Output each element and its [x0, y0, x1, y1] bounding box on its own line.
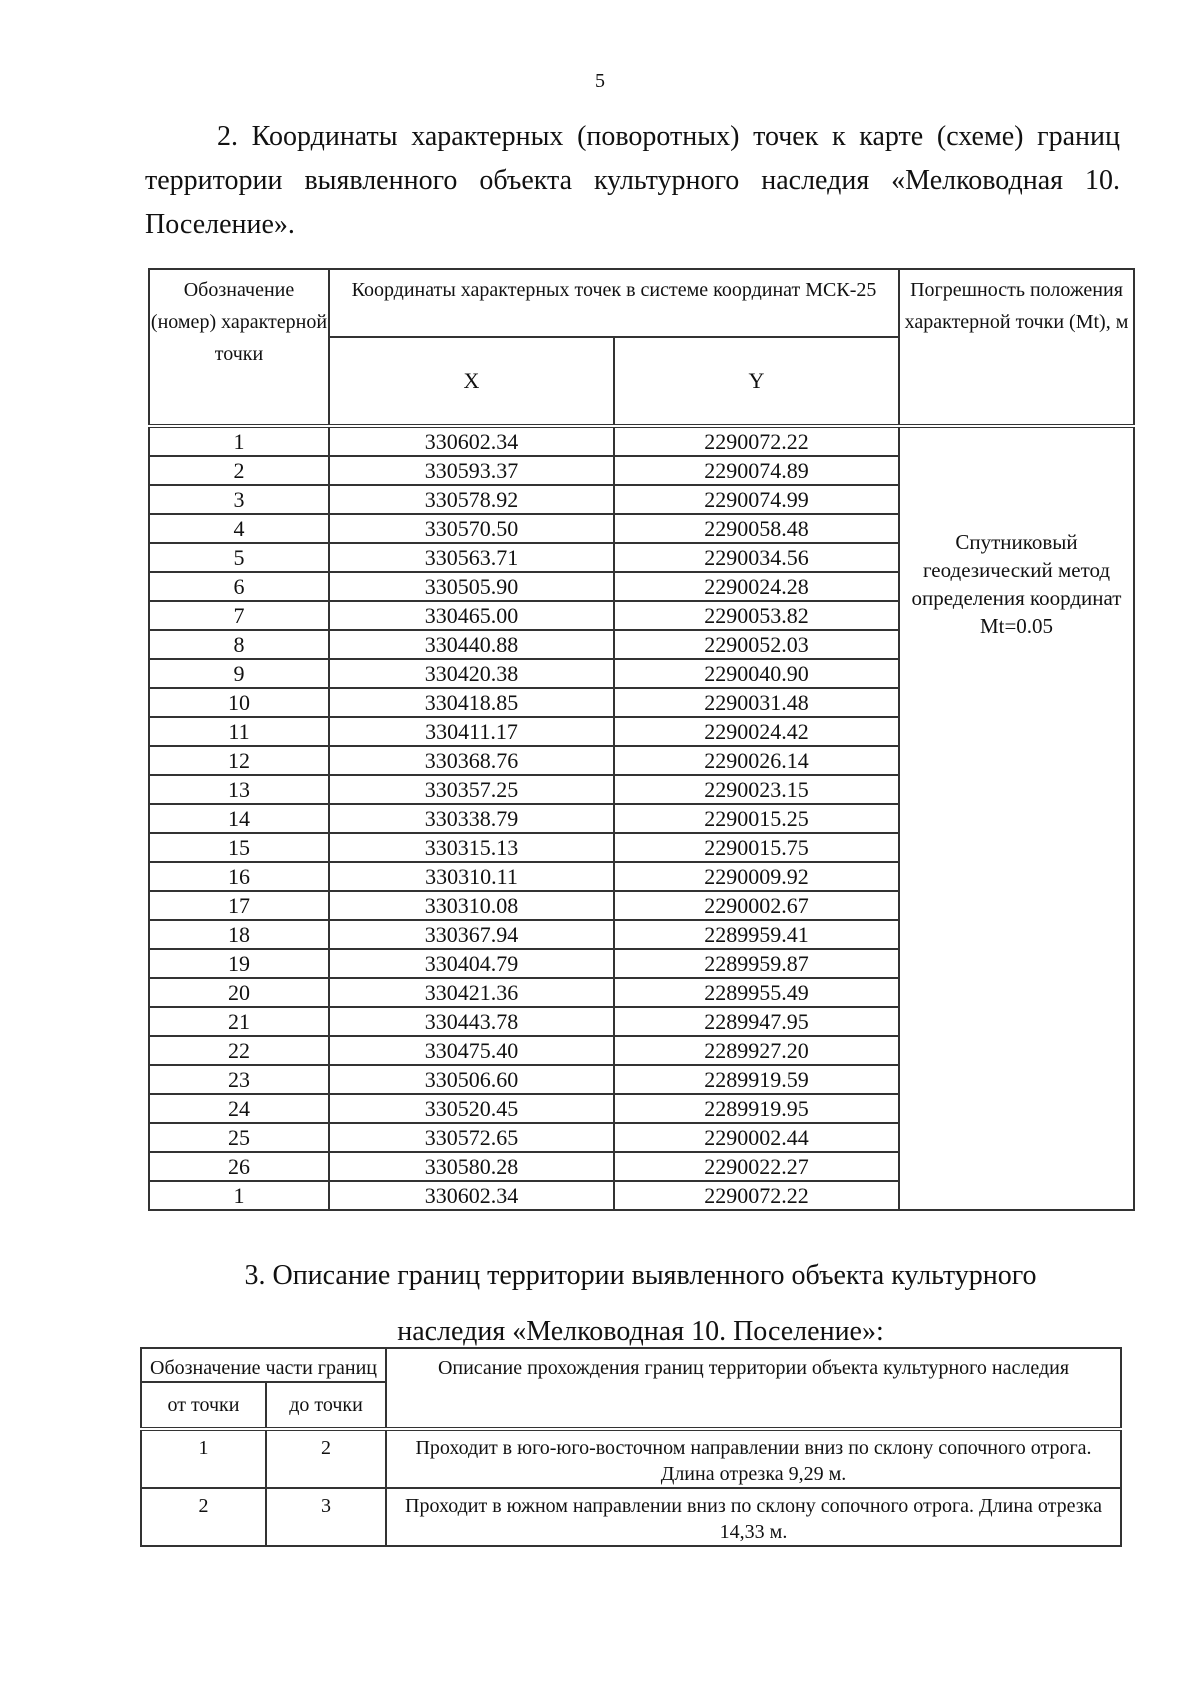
table-row: [141, 1488, 1121, 1546]
y-coordinate-cell: 2289955.49: [614, 978, 899, 1007]
point-number-cell: 17: [149, 891, 329, 920]
section-2-heading: 2. Координаты характерных (поворотных) точек к карте (схеме) границ территории выявленного объекта культурного наследия «Мелководная 10. Поселение».: [145, 121, 1120, 240]
point-number-cell: 5: [149, 543, 329, 572]
x-coordinate-cell: 330475.40: [329, 1036, 614, 1065]
coordinates-table-body: [149, 426, 1134, 1210]
x-coordinate-cell: 330506.60: [329, 1065, 614, 1094]
point-number-cell: 1: [149, 1181, 329, 1210]
point-number-cell: 24: [149, 1094, 329, 1123]
point-number-cell: 6: [149, 572, 329, 601]
x-coordinate-cell: 330310.11: [329, 862, 614, 891]
point-number-cell: 4: [149, 514, 329, 543]
table-row: [141, 1429, 1121, 1488]
x-coordinate-cell: 330404.79: [329, 949, 614, 978]
x-coordinate-cell: 330593.37: [329, 456, 614, 485]
header-boundary-part: Обозначение части границ: [141, 1348, 386, 1382]
point-number-cell: 23: [149, 1065, 329, 1094]
point-number-cell: 12: [149, 746, 329, 775]
y-coordinate-cell: 2290024.28: [614, 572, 899, 601]
to-point-cell: 3: [266, 1488, 386, 1546]
x-coordinate-cell: 330578.92: [329, 485, 614, 514]
x-coordinate-cell: 330602.34: [329, 426, 614, 456]
header-x: X: [329, 337, 614, 426]
coordinates-table: [148, 268, 1135, 1211]
y-coordinate-cell: 2290024.42: [614, 717, 899, 746]
x-coordinate-cell: 330310.08: [329, 891, 614, 920]
y-coordinate-cell: 2290072.22: [614, 426, 899, 456]
x-coordinate-cell: 330418.85: [329, 688, 614, 717]
x-coordinate-cell: 330421.36: [329, 978, 614, 1007]
point-number-cell: 15: [149, 833, 329, 862]
y-coordinate-cell: 2289959.87: [614, 949, 899, 978]
x-coordinate-cell: 330520.45: [329, 1094, 614, 1123]
header-from-point: от точки: [141, 1382, 266, 1429]
x-coordinate-cell: 330465.00: [329, 601, 614, 630]
point-number-cell: 8: [149, 630, 329, 659]
x-coordinate-cell: 330505.90: [329, 572, 614, 601]
point-number-cell: 13: [149, 775, 329, 804]
section-3-heading: [148, 1248, 1133, 1360]
boundary-table-body: [141, 1429, 1121, 1546]
point-number-cell: 7: [149, 601, 329, 630]
x-coordinate-cell: 330315.13: [329, 833, 614, 862]
y-coordinate-cell: 2290015.25: [614, 804, 899, 833]
point-number-cell: 14: [149, 804, 329, 833]
x-coordinate-cell: 330357.25: [329, 775, 614, 804]
point-number-cell: 26: [149, 1152, 329, 1181]
x-coordinate-cell: 330443.78: [329, 1007, 614, 1036]
point-number-cell: 2: [149, 456, 329, 485]
header-point-number: Обозначение (номер) характерной точки: [149, 269, 329, 426]
y-coordinate-cell: 2289919.59: [614, 1065, 899, 1094]
point-number-cell: 1: [149, 426, 329, 456]
point-number-cell: 9: [149, 659, 329, 688]
x-coordinate-cell: 330563.71: [329, 543, 614, 572]
y-coordinate-cell: 2290040.90: [614, 659, 899, 688]
point-number-cell: 25: [149, 1123, 329, 1152]
boundary-description-table: [140, 1347, 1122, 1547]
x-coordinate-cell: 330570.50: [329, 514, 614, 543]
page-number: 5: [595, 70, 605, 92]
x-coordinate-cell: 330368.76: [329, 746, 614, 775]
x-coordinate-cell: 330338.79: [329, 804, 614, 833]
table-row: [149, 426, 1134, 456]
description-cell: Проходит в южном направлении вниз по склону сопочного отрога. Длина отрезка 14,33 м.: [386, 1488, 1121, 1546]
y-coordinate-cell: 2289959.41: [614, 920, 899, 949]
point-number-cell: 22: [149, 1036, 329, 1065]
point-number-cell: 3: [149, 485, 329, 514]
from-point-cell: 2: [141, 1488, 266, 1546]
description-cell: Проходит в юго-юго-восточном направлении вниз по склону сопочного отрога. Длина отрезка 9,29 м.: [386, 1429, 1121, 1488]
point-number-cell: 18: [149, 920, 329, 949]
x-coordinate-cell: 330411.17: [329, 717, 614, 746]
y-coordinate-cell: 2290034.56: [614, 543, 899, 572]
y-coordinate-cell: 2290058.48: [614, 514, 899, 543]
y-coordinate-cell: 2290002.67: [614, 891, 899, 920]
header-y: Y: [614, 337, 899, 426]
point-number-cell: 20: [149, 978, 329, 1007]
y-coordinate-cell: 2290002.44: [614, 1123, 899, 1152]
x-coordinate-cell: 330440.88: [329, 630, 614, 659]
from-point-cell: 1: [141, 1429, 266, 1488]
y-coordinate-cell: 2290031.48: [614, 688, 899, 717]
x-coordinate-cell: 330367.94: [329, 920, 614, 949]
y-coordinate-cell: 2290022.27: [614, 1152, 899, 1181]
section-3-heading-line-1: 3. Описание границ территории выявленного объекта культурного: [244, 1260, 1037, 1291]
accuracy-cell: Спутниковый геодезический метод определения координат Mt=0.05: [899, 426, 1134, 1210]
x-coordinate-cell: 330580.28: [329, 1152, 614, 1181]
x-coordinate-cell: 330602.34: [329, 1181, 614, 1210]
y-coordinate-cell: 2290009.92: [614, 862, 899, 891]
to-point-cell: 2: [266, 1429, 386, 1488]
point-number-cell: 21: [149, 1007, 329, 1036]
point-number-cell: 11: [149, 717, 329, 746]
y-coordinate-cell: 2290074.99: [614, 485, 899, 514]
y-coordinate-cell: 2290052.03: [614, 630, 899, 659]
y-coordinate-cell: 2290026.14: [614, 746, 899, 775]
x-coordinate-cell: 330572.65: [329, 1123, 614, 1152]
header-accuracy: Погрешность положения характерной точки (Mt), м: [899, 269, 1134, 426]
y-coordinate-cell: 2289947.95: [614, 1007, 899, 1036]
y-coordinate-cell: 2290015.75: [614, 833, 899, 862]
y-coordinate-cell: 2289927.20: [614, 1036, 899, 1065]
x-coordinate-cell: 330420.38: [329, 659, 614, 688]
section-3-heading-line-2: наследия «Мелководная 10. Поселение»:: [397, 1316, 884, 1347]
y-coordinate-cell: 2290023.15: [614, 775, 899, 804]
y-coordinate-cell: 2290072.22: [614, 1181, 899, 1210]
y-coordinate-cell: 2290074.89: [614, 456, 899, 485]
point-number-cell: 10: [149, 688, 329, 717]
header-boundary-description: Описание прохождения границ территории объекта культурного наследия: [386, 1348, 1121, 1429]
y-coordinate-cell: 2290053.82: [614, 601, 899, 630]
header-to-point: до точки: [266, 1382, 386, 1429]
header-coordinates: Координаты характерных точек в системе координат МСК-25: [329, 269, 899, 337]
point-number-cell: 16: [149, 862, 329, 891]
point-number-cell: 19: [149, 949, 329, 978]
y-coordinate-cell: 2289919.95: [614, 1094, 899, 1123]
